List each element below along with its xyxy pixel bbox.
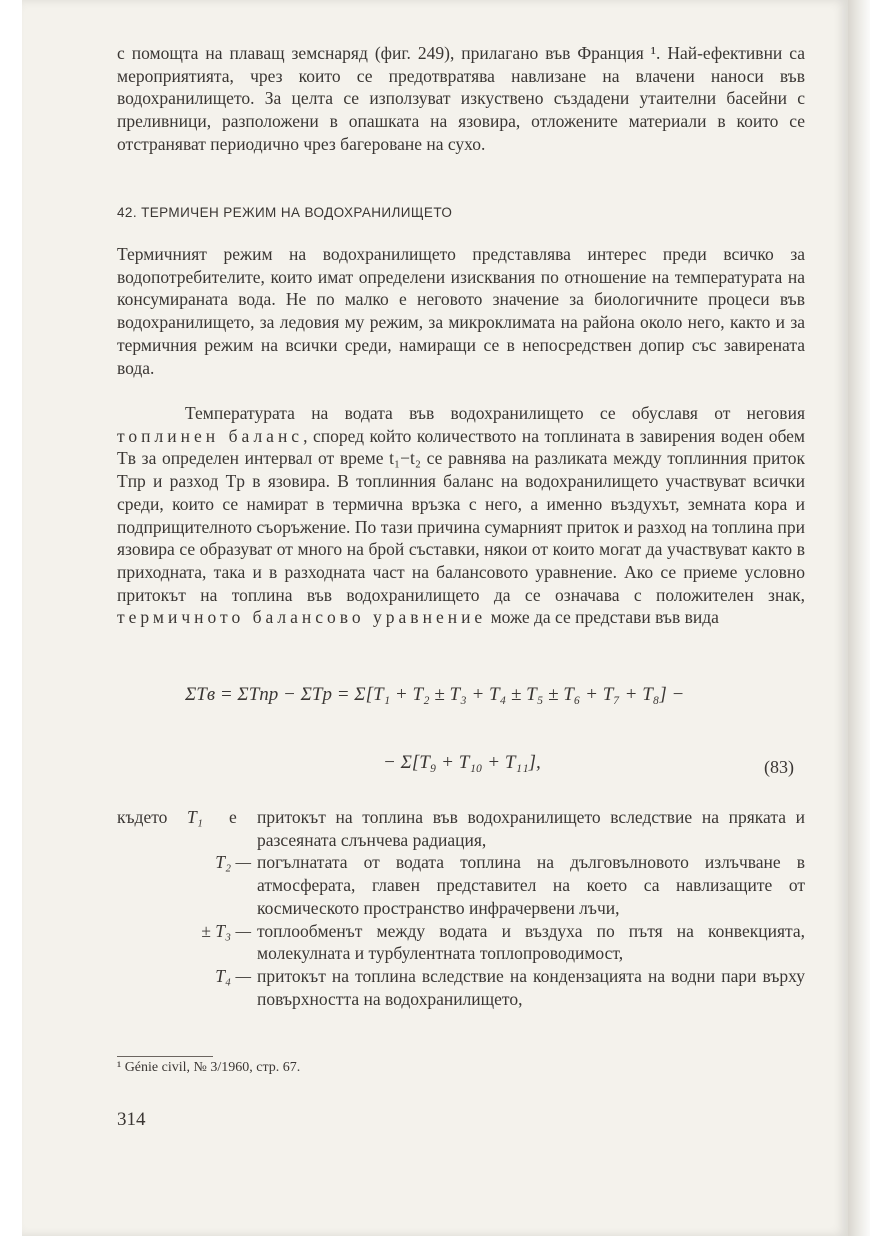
paragraph-3-part-c: може да се представи във вида — [490, 607, 719, 628]
equation-number: (83) — [764, 757, 794, 777]
definition-text: топлообменът между водата и въздуха по пътя на конвекцията, молекулната и турбулентната топлопроводимост, — [257, 920, 805, 964]
definition-text: притокът на топлина във водохранилището вследствие на пряката и разсеяната слънчева радиация, — [257, 807, 805, 850]
paragraph-3-part-a: Температурата на водата във водохранилището се обуславя от неговия — [185, 403, 805, 423]
definition-dash: е — [229, 807, 237, 827]
definitions-list — [117, 806, 805, 1010]
definition-symbol: T₂ — — [215, 852, 251, 873]
definition-t2 — [215, 851, 805, 919]
equation-line-2: − Σ[T₉ + T₁₀ + T₁₁], — [383, 752, 541, 773]
definition-symbol: ± T₃ — — [201, 920, 251, 941]
footnote: ¹ Génie civil, № 3/1960, стр. 67. — [117, 1060, 301, 1075]
spaced-term-heat-balance: топлинен баланс — [117, 425, 304, 446]
paragraph-3 — [117, 402, 805, 629]
equation-line-1: ΣTв = ΣTпр − ΣTр = Σ[T₁ + T₂ ± T₃ + T₄ ± T₅ ± T₆ + T₇ + T₈] − — [185, 684, 685, 705]
page-edge — [848, 0, 870, 1236]
page-number: 314 — [117, 1109, 146, 1130]
footnote-divider — [117, 1056, 213, 1057]
definition-t4 — [215, 965, 805, 1010]
spaced-term-balance-equation: термичното балансово уравнение — [117, 607, 487, 628]
paragraph-1: с помощта на плаващ земснаряд (фиг. 249), прилагано във Франция ¹. Най-ефективни са мероприятията, чрез които се предотвратява навлизане на влачени наноси във водохранилището. За целта се използуват изкуствено създадени утаителни басейни с преливници, разположени в опашката на язовира, отложените материали в които се отстраняват периодично чрез багероване на сухо. — [117, 43, 805, 154]
definition-text: притокът на топлина вследствие на кондензацията на водни пари върху повърхността на водохранилището, — [257, 965, 805, 1009]
definition-symbol: T₄ — — [215, 965, 251, 986]
paragraph-3-part-b: , според който количеството на топлината в завирения воден обем Tв за определен интервал от време t₁−t₂ се равнява на разликата между топлинния приток Tпр и разход Tр в язовира. В топлинния баланс на водохранилището участвуват всички среди, които се намират в термична връзка с него, а именно въздухът, земната кора и подприщителното съоръжение. По тази причина сумарният приток и разход на топлина при язовира се образуват от много на брой съставки, някои от които могат да участвуват както в приходната, така и в разходната част на балансовото уравнение. Ако се приеме условно притокът на топлина във водохранилището да се означава с положителен знак, — [117, 425, 805, 605]
definition-symbol: T₁ — [187, 807, 203, 827]
definitions-intro: където — [117, 807, 168, 827]
section-heading: 42. ТЕРМИЧЕН РЕЖИМ НА ВОДОХРАНИЛИЩЕТО — [117, 205, 453, 220]
definition-t3 — [201, 920, 805, 965]
definition-t1 — [117, 806, 805, 851]
paragraph-2: Термичният режим на водохранилището представлява интерес преди всичко за водопотребителите, които имат определени изисквания по отношение на температурата на консумираната вода. Не по малко е неговото значение за биологичните процеси във водохранилището, за ледовия му режим, за микроклимата на района около него, както и за термичния режим на всички среди, намиращи се в непосредствен допир със завирената вода. — [117, 244, 805, 378]
definition-text: погълнатата от водата топлина на дълговълновото излъчване в атмосферата, главен представител на което са навлизащите от космическото пространство инфрачервени лъчи, — [257, 852, 805, 918]
